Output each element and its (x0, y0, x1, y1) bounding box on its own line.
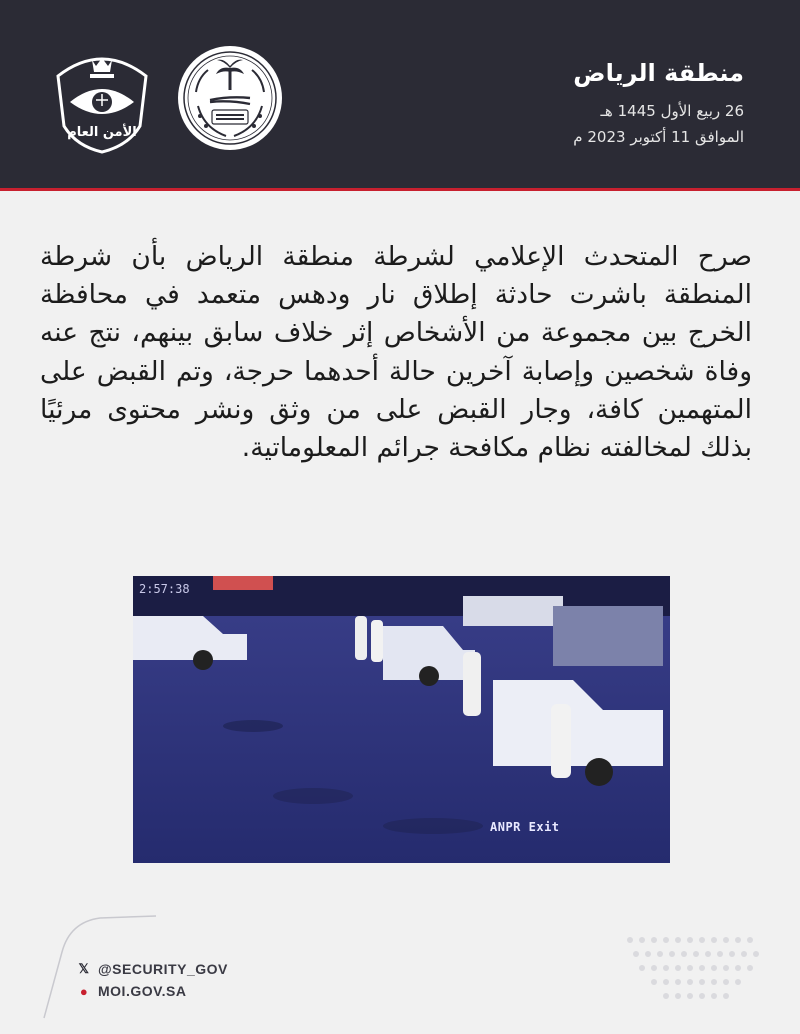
hijri-date: 26 ربيع الأول 1445 هـ (600, 102, 744, 120)
header-info (444, 56, 744, 148)
gregorian-date: الموافق 11 أكتوبر 2023 م (573, 128, 744, 146)
website-link[interactable] (76, 980, 228, 1002)
x-icon: 𝕏 (78, 961, 90, 976)
header-banner (0, 0, 800, 188)
cctv-scene (133, 576, 670, 863)
cctv-photo (133, 576, 670, 863)
globe-icon: ● (79, 983, 89, 999)
twitter-link[interactable] (76, 958, 228, 980)
security-logo-text: الأمن العام (67, 125, 137, 140)
statement-text: صرح المتحدث الإعلامي لشرطة منطقة الرياض بأن شرطة المنطقة باشرت حادثة إطلاق نار ودهس متعمد في محافظة الخرج بين مجموعة من الأشخاص إثر خلاف سابق بينهم، نتج عنه وفاة شخصين وإصابة آخرين حالة أحدهما حرجة، وتم القبض على المتهمين كافة، وجار القبض على من وثق ونشر محتوى مرئيًا بذلك لمخالفته نظام مكافحة جرائم المعلوماتية. (40, 241, 752, 464)
social-links (76, 958, 228, 1002)
region-title: منطقة الرياض (573, 59, 744, 87)
cctv-timestamp: 2:57:38 (139, 582, 190, 596)
dots-decoration-icon (620, 920, 770, 1010)
ministry-emblem-icon (176, 44, 284, 152)
twitter-handle: @SECURITY_GOV (98, 961, 228, 977)
website-url: MOI.GOV.SA (98, 983, 187, 999)
public-security-emblem-icon (48, 46, 156, 156)
accent-divider (0, 188, 800, 191)
cctv-overlay-label: ANPR Exit (490, 820, 560, 834)
